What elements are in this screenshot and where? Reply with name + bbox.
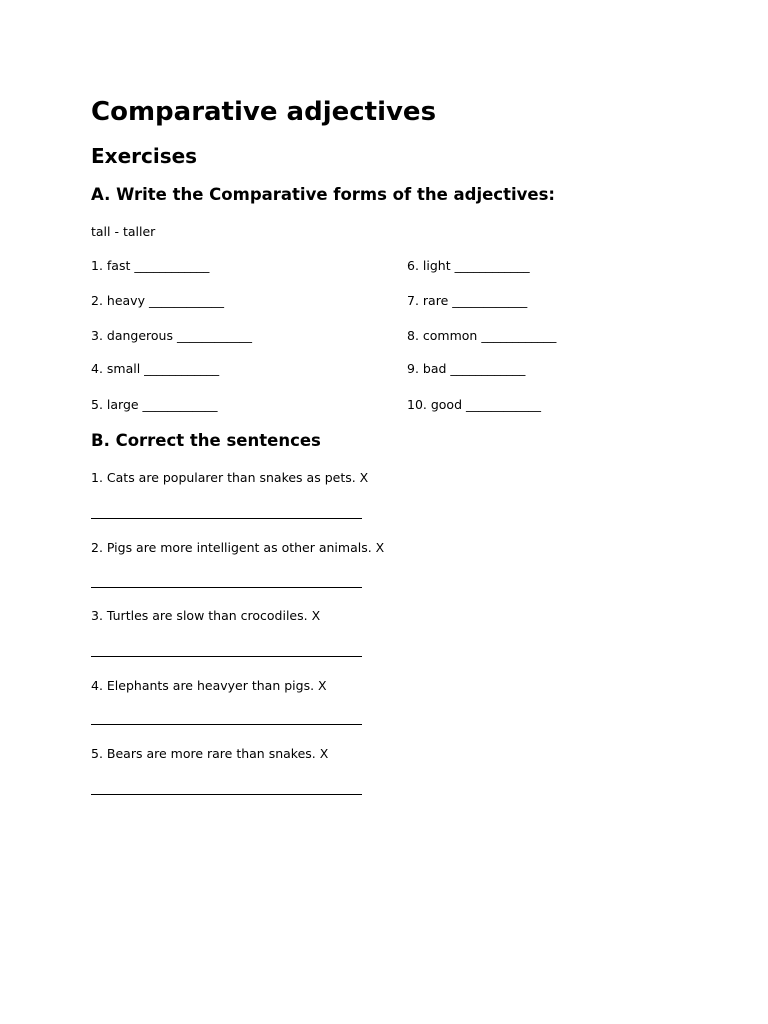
incorrect-sentence: 4. Elephants are heavyer than pigs. X <box>91 678 327 693</box>
incorrect-sentence: 2. Pigs are more intelligent as other animals. X <box>91 540 385 555</box>
page-title: Comparative adjectives <box>91 97 437 127</box>
answer-line <box>91 587 362 588</box>
answer-line <box>91 656 362 657</box>
exercise-item: 1. fast ____________ <box>91 258 210 273</box>
section-a-heading: A. Write the Comparative forms of the adjectives: <box>91 185 555 204</box>
exercise-item: 7. rare ____________ <box>407 293 528 308</box>
exercise-item: 10. good ____________ <box>407 397 541 412</box>
exercise-item: 6. light ____________ <box>407 258 530 273</box>
exercise-item: 2. heavy ____________ <box>91 293 224 308</box>
exercise-item: 4. small ____________ <box>91 361 220 376</box>
page-subtitle: Exercises <box>91 144 198 168</box>
exercise-item: 3. dangerous ____________ <box>91 328 252 343</box>
answer-line <box>91 794 362 795</box>
incorrect-sentence: 3. Turtles are slow than crocodiles. X <box>91 608 321 623</box>
incorrect-sentence: 5. Bears are more rare than snakes. X <box>91 746 329 761</box>
exercise-item: 5. large ____________ <box>91 397 218 412</box>
exercise-item: 8. common ____________ <box>407 328 557 343</box>
incorrect-sentence: 1. Cats are popularer than snakes as pets. X <box>91 470 369 485</box>
example-pair: tall - taller <box>91 224 156 239</box>
answer-line <box>91 724 362 725</box>
answer-line <box>91 518 362 519</box>
exercise-item: 9. bad ____________ <box>407 361 526 376</box>
section-b-heading: B. Correct the sentences <box>91 431 321 450</box>
